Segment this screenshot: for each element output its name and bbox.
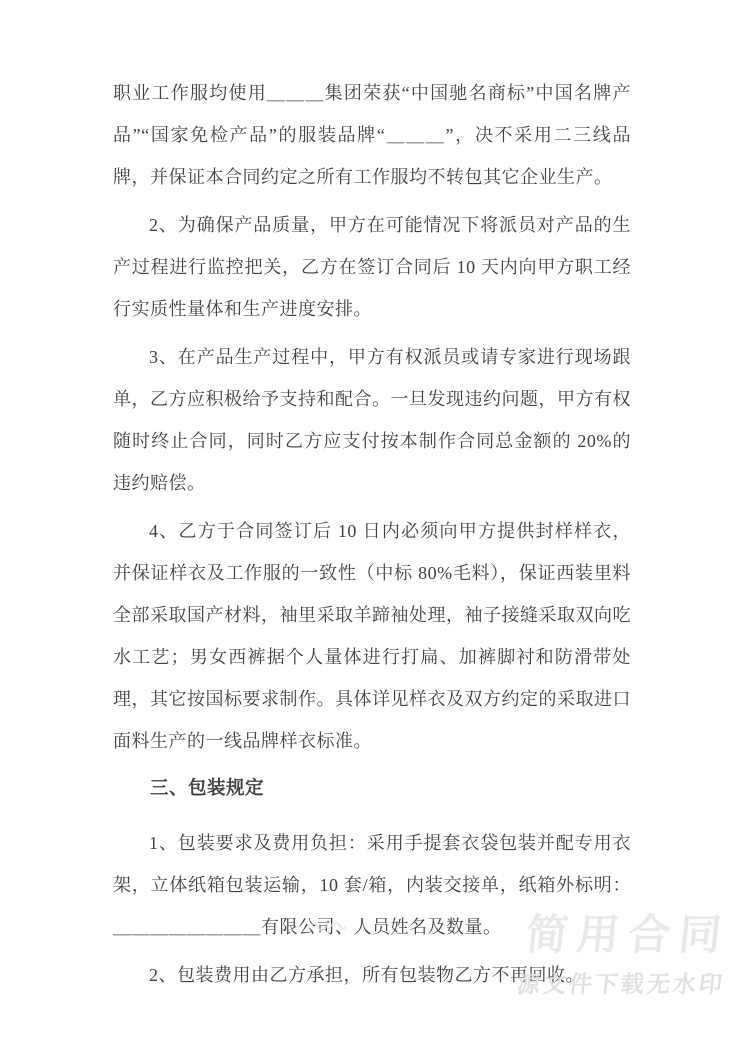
watermark-subtitle: 源文件下载无水印 bbox=[515, 971, 727, 998]
paragraph-packaging-requirements: 1、包装要求及费用负担：采用手提套衣袋包装并配专用衣架，立体纸箱包装运输，10 套/箱，内装交接单，纸箱外标明：＿＿＿＿＿＿＿＿有限公司、人员姓名及数量。 bbox=[113, 833, 631, 937]
paragraph-sample-garment-standard: 4、乙方于合同签订后 10 日内必须向甲方提供封样样衣，并保证样衣及工作服的一致性（中标 80%毛料），保证西装里料全部采取国产材料，袖里采取羊蹄袖处理，袖子接缝采取双向吃水工艺；男女西裤据个人量体进行打扁、加裤脚衬和防滑带处理，其它按国标要求制作。具体详见样衣及双方约定的采取进口面料生产的一线品牌样衣标准。 bbox=[113, 521, 631, 751]
paragraph-onsite-follow-up: 3、在产品生产过程中，甲方有权派员或请专家进行现场跟单，乙方应积极给予支持和配合。一旦发现违约问题，甲方有权随时终止合同，同时乙方应支付按本制作合同总金额的 20%的违约赔偿。 bbox=[113, 347, 631, 493]
paragraph-brand-guarantee: 职业工作服均使用＿＿＿集团荣获“中国驰名商标”中国名牌产品”“国家免检产品”的服装品牌“＿＿＿”，决不采用二三线品牌，并保证本合同约定之所有工作服均不转包其它企业生产。 bbox=[113, 83, 631, 187]
paragraph-packaging-cost: 2、包装费用由乙方承担，所有包装物乙方不再回收。 bbox=[149, 965, 584, 985]
paragraph-quality-supervision: 2、为确保产品质量，甲方在可能情况下将派员对产品的生产过程进行监控把关，乙方在签订合同后 10 天内向甲方职工经行实质性量体和生产进度安排。 bbox=[113, 215, 631, 319]
watermark-title: 简用合同 bbox=[523, 911, 733, 958]
contract-body bbox=[113, 72, 631, 1002]
section-heading-packaging: 三、包装规定 bbox=[150, 779, 265, 799]
